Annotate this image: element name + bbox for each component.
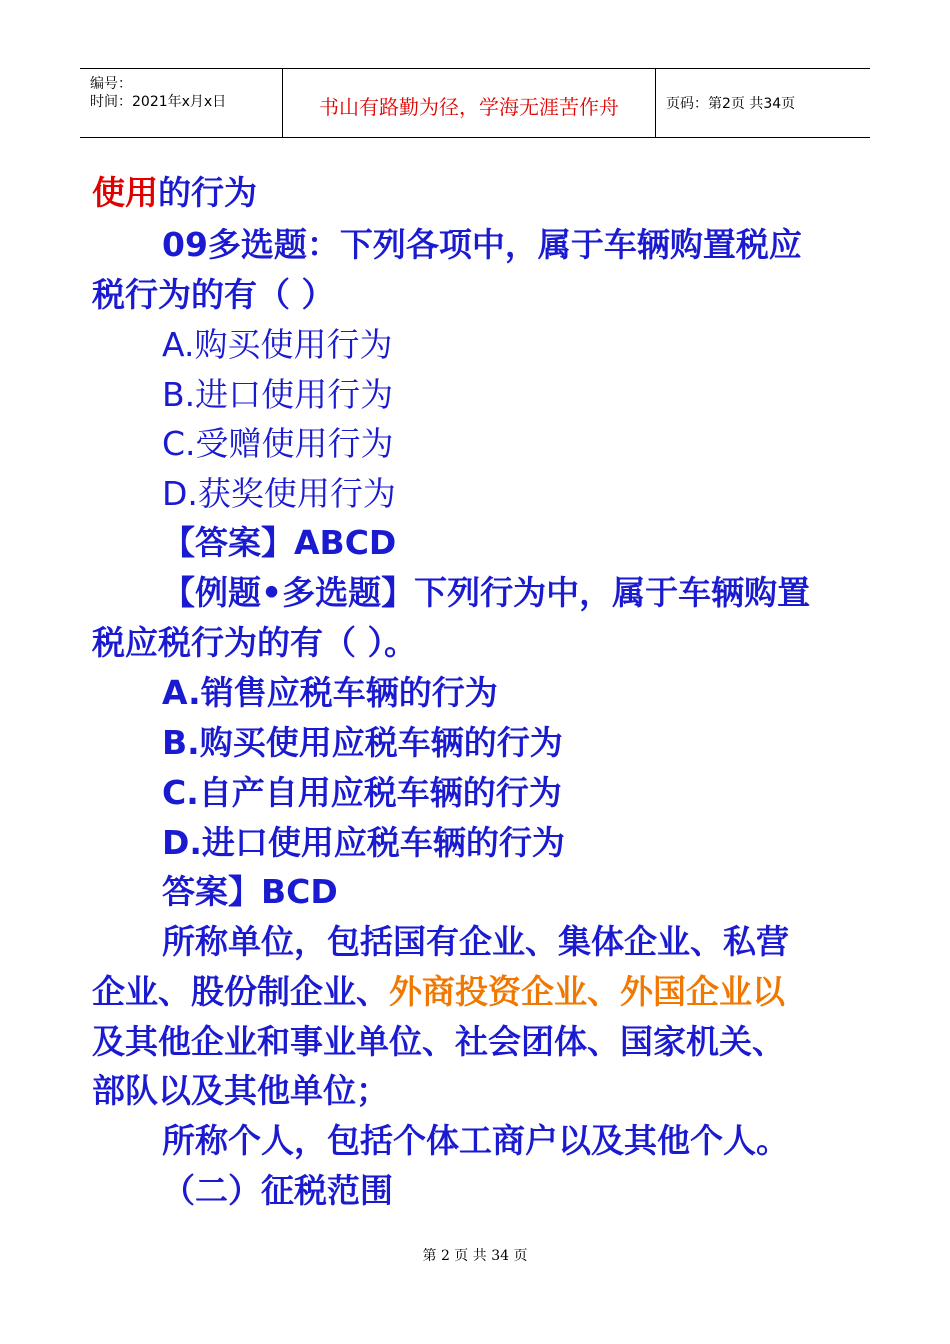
document-time-label: 时间：2021年x月x日 [90,94,227,110]
emphasis-text: 外商投资企业、外国企业以 [389,972,785,1011]
question-09-line1: 09多选题：下列各项中，属于车辆购置税应 [162,225,802,264]
question-09-line2: 税行为的有（ ） [92,275,335,314]
question-09-answer: 【答案】ABCD [162,523,397,562]
header-info-cell [80,69,282,137]
question-09-option-d: D.获奖使用行为 [162,474,396,513]
example-question-line2: 税应税行为的有（ ）。 [92,623,417,662]
example-option-b: B.购买使用应税车辆的行为 [162,723,563,762]
question-09-option-a: A.购买使用行为 [162,325,393,364]
unit-definition-line2 [92,971,785,1013]
unit-definition-line1: 所称单位，包括国有企业、集体企业、私营 [162,922,789,961]
emphasis-text: 使用 [92,173,158,212]
body-text: 企业、股份制企业、 [92,972,389,1011]
header-motto: 书山有路勤为径，学海无涯苦作舟 [319,95,619,119]
page-footer: 第 2 页 共 34 页 [422,1248,528,1264]
example-question-line1: 【例题•多选题】下列行为中，属于车辆购置 [162,573,811,612]
example-answer: 答案】BCD [162,872,338,911]
example-option-a: A.销售应税车辆的行为 [162,673,498,712]
header-page-cell [656,69,870,137]
continuation-line [92,172,257,214]
document-header [80,68,870,138]
question-09-option-b: B.进口使用行为 [162,375,394,414]
example-option-c: C.自产自用应税车辆的行为 [162,773,562,812]
unit-definition-line4: 部队以及其他单位； [92,1071,389,1110]
question-09-option-c: C.受赠使用行为 [162,424,394,463]
body-text: 的行为 [158,173,257,212]
section-heading: （二）征税范围 [162,1171,393,1210]
person-definition: 所称个人，包括个体工商户以及其他个人。 [162,1121,789,1160]
document-code-label: 编号： [90,76,132,92]
example-option-d: D.进口使用应税车辆的行为 [162,823,565,862]
header-page-label: 页码：第2页 共34页 [666,96,796,112]
unit-definition-line3: 及其他企业和事业单位、社会团体、国家机关、 [92,1022,785,1061]
header-motto-cell [282,69,656,137]
